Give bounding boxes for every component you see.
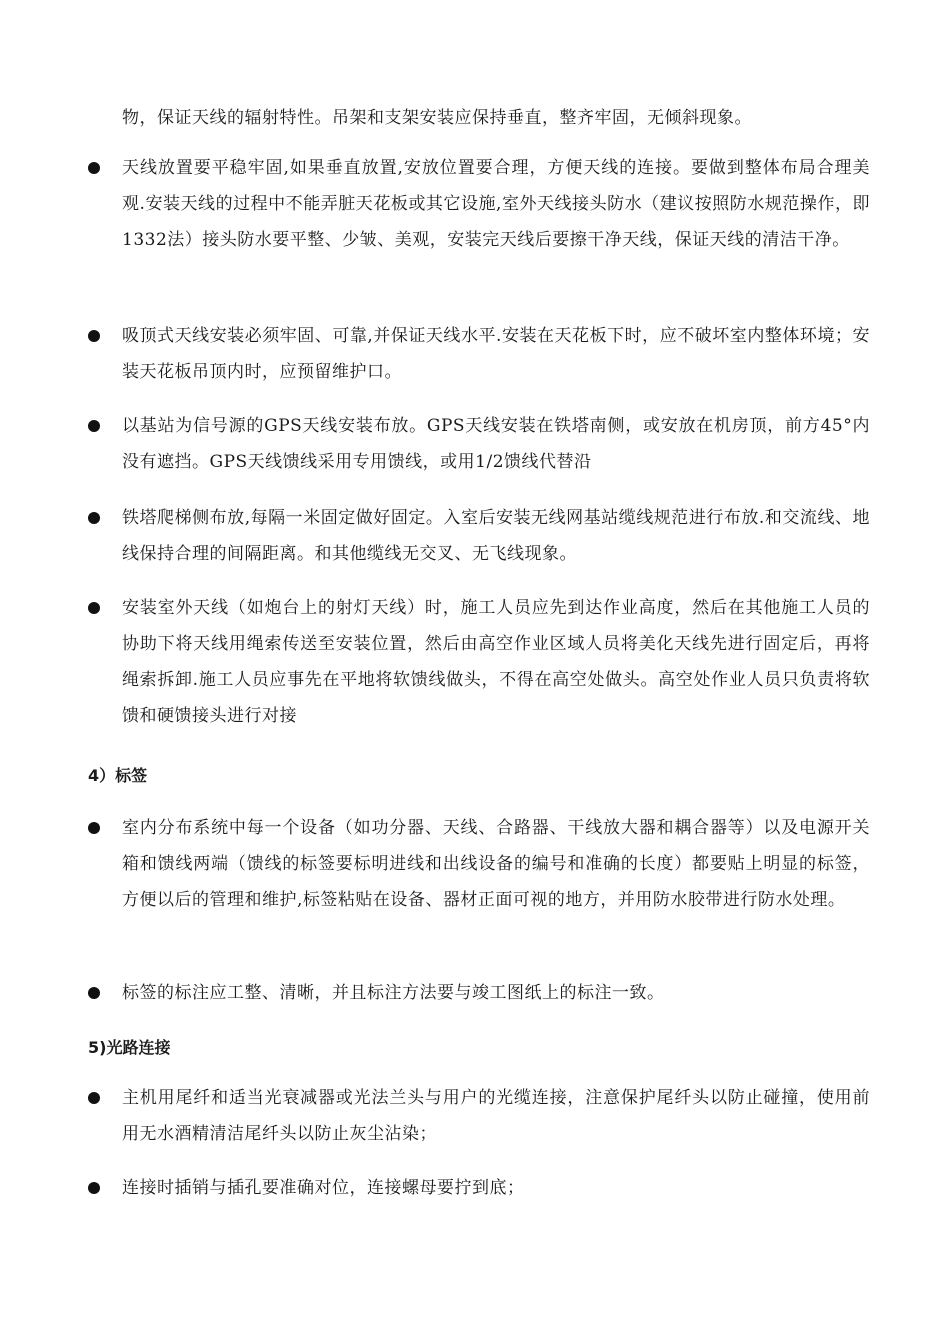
bullet-text-pigtail-connection: 主机用尾纤和适当光衰减器或光法兰头与用户的光缆连接，注意保护尾纤头以防止碰撞，使用前用无水酒精清洁尾纤头以防止灰尘沾染； bbox=[122, 1088, 870, 1144]
bullet-text-gps-antenna: 以基站为信号源的GPS天线安装布放。GPS天线安装在铁塔南侧，或安放在机房顶，前方45°内没有遮挡。GPS天线馈线采用专用馈线，或用1/2馈线代替沿 bbox=[122, 416, 870, 472]
bullet-text-tower-cabling: 铁塔爬梯侧布放,每隔一米固定做好固定。入室后安装无线网基站缆线规范进行布放.和交流线、地线保持合理的间隔距离。和其他缆线无交叉、无飞线现象。 bbox=[122, 508, 870, 564]
bullet-icon bbox=[88, 602, 100, 614]
bullet-icon bbox=[88, 1182, 100, 1194]
bullet-icon bbox=[88, 1092, 100, 1104]
section-heading-fiber: 5)光路连接 bbox=[88, 1038, 171, 1057]
continuation-paragraph: 物，保证天线的辐射特性。吊架和支架安装应保持垂直，整齐牢固，无倾斜现象。 bbox=[122, 108, 752, 128]
bullet-text-ceiling-antenna: 吸顶式天线安装必须牢固、可靠,并保证天线水平.安装在天花板下时，应不破坏室内整体环境；安装天花板吊顶内时，应预留维护口。 bbox=[122, 326, 870, 382]
bullet-text-device-labels: 室内分布系统中每一个设备（如功分器、天线、合路器、干线放大器和耦合器等）以及电源开关箱和馈线两端（馈线的标签要标明进线和出线设备的编号和准确的长度）都要贴上明显的标签，方便以后的管理和维护,标签粘贴在设备、器材正面可视的地方，并用防水胶带进行防水处理。 bbox=[122, 818, 870, 910]
bullet-icon bbox=[88, 420, 100, 432]
bullet-text-label-format: 标签的标注应工整、清晰，并且标注方法要与竣工图纸上的标注一致。 bbox=[122, 983, 665, 1003]
section-heading-labels: 4）标签 bbox=[88, 766, 148, 785]
bullet-icon bbox=[88, 330, 100, 342]
bullet-icon bbox=[88, 822, 100, 834]
bullet-text-outdoor-antenna: 安装室外天线（如炮台上的射灯天线）时，施工人员应先到达作业高度，然后在其他施工人员的协助下将天线用绳索传送至安装位置，然后由高空作业区域人员将美化天线先进行固定后，再将绳索拆卸.施工人员应事先在平地将软馈线做头，不得在高空处做头。高空处作业人员只负责将软馈和硬馈接头进行对接 bbox=[122, 598, 870, 726]
bullet-icon bbox=[88, 512, 100, 524]
bullet-icon bbox=[88, 162, 100, 174]
bullet-icon bbox=[88, 987, 100, 999]
bullet-text-connector-alignment: 连接时插销与插孔要准确对位，连接螺母要拧到底； bbox=[122, 1178, 525, 1198]
bullet-text-antenna-placement: 天线放置要平稳牢固,如果垂直放置,安放位置要合理，方便天线的连接。要做到整体布局合理美观.安装天线的过程中不能弄脏天花板或其它设施,室外天线接头防水（建议按照防水规范操作，即1332法）接头防水要平整、少皱、美观，安装完天线后要擦干净天线，保证天线的清洁干净。 bbox=[122, 158, 870, 250]
